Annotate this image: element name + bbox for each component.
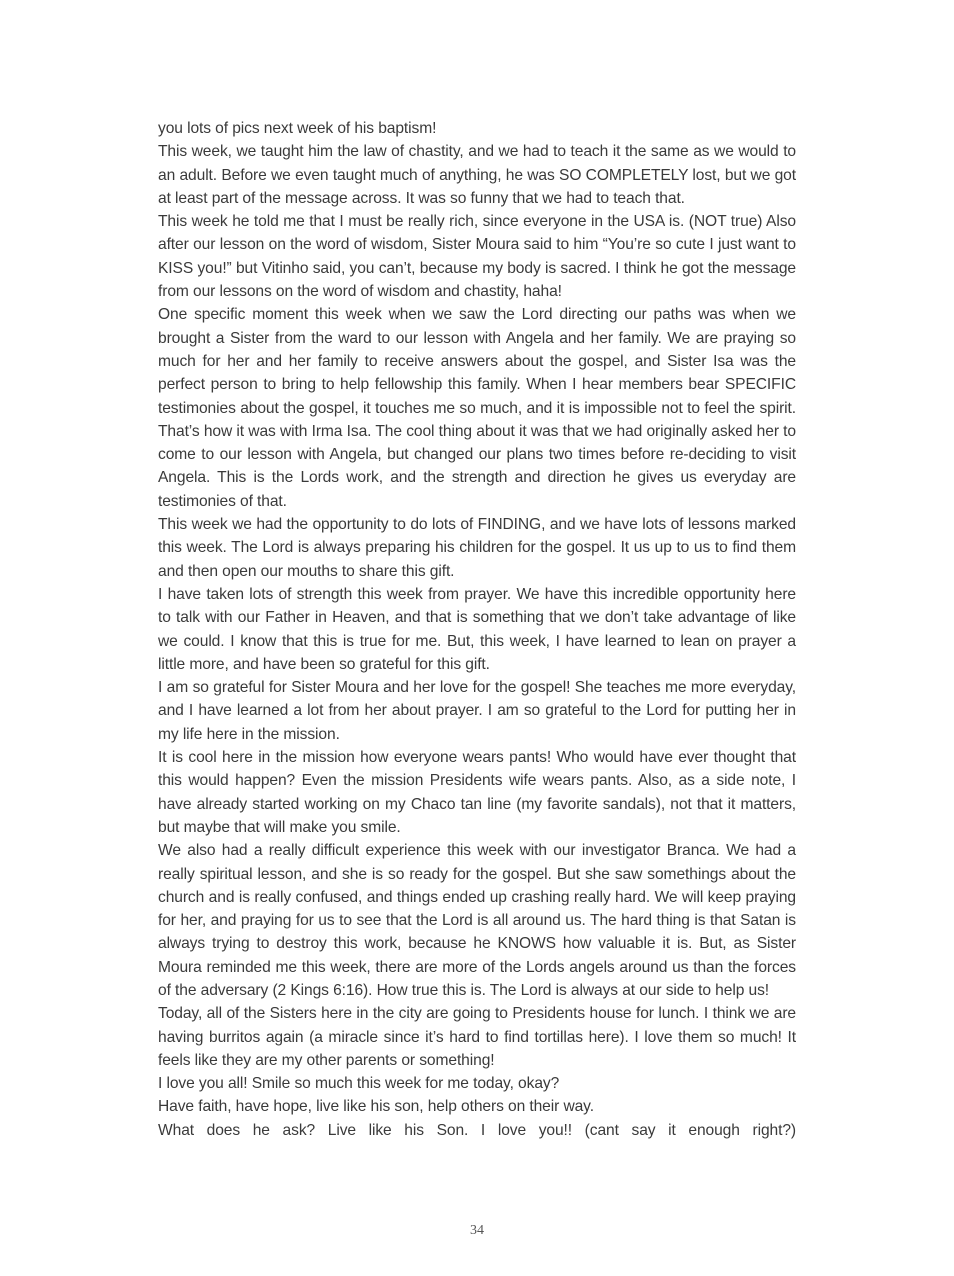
letter-body xyxy=(158,117,796,1142)
paragraph-what-does-he-ask: What does he ask? Live like his Son. I love you!! (cant say it enough right?) xyxy=(158,1121,796,1139)
paragraph-baptism-pics: you lots of pics next week of his baptism! xyxy=(158,120,437,137)
paragraph-branca: We also had a really difficult experience this week with our investigator Branca. We had a really spiritual lesson, and she is so ready for the gospel. But she saw somethings about the church and is really confused, and things ended up crashing really hard. We will keep praying for her, and praying for us to see that the Lord is all around us. The hard thing is that Satan is always trying to destroy this work, because he KNOWS how valuable it is. But, as Sister Moura reminded me this week, there are more of the Lords angels around us than the forces of the adversary (2 Kings 6:16). How true this is. The Lord is always at our side to help us! xyxy=(158,842,796,999)
paragraph-presidents-lunch: Today, all of the Sisters here in the city are going to Presidents house for lunch. I think we are having burritos again (a miracle since it’s hard to find tortillas here). I love them so much! It feels like they are my other parents or something! xyxy=(158,1005,796,1069)
paragraph-word-of-wisdom: This week he told me that I must be really rich, since everyone in the USA is. (NOT true) Also after our lesson on the word of wisdom, Sister Moura said to him “You’re so cute I just want to KISS you!” but Vitinho said, you can’t, because my body is sacred. I think he got the message from our lessons on the word of wisdom and chastity, haha! xyxy=(158,213,796,301)
paragraph-sister-moura: I am so grateful for Sister Moura and her love for the gospel! She teaches me more everyday, and I have learned a lot from her about prayer. I am so grateful to the Lord for putting her in my life here in the mission. xyxy=(158,679,796,743)
paragraph-have-faith: Have faith, have hope, live like his son, help others on their way. xyxy=(158,1098,594,1116)
paragraph-lord-directing-paths: One specific moment this week when we saw the Lord directing our paths was when we brought a Sister from the ward to our lesson with Angela and her family. We are praying so much for her and her family to receive answers about the gospel, and Sister Isa was the perfect person to bring to help fellowship this family. When I hear members bear SPECIFIC testimonies about the gospel, it touches me so much, and it is impossible not to feel the spirit. That’s how it was with Irma Isa. The cool thing about it was that we had originally asked her to come to our lesson with Angela, but changed our plans two times before re-deciding to visit Angela. This is the Lords work, and the strength and direction he gives us everyday are testimonies of that. xyxy=(158,306,796,510)
paragraph-prayer-strength: I have taken lots of strength this week from prayer. We have this incredible opportunity here to talk with our Father in Heaven, and that is something that we don’t take advantage of like we could. I know that this is true for me. But, this week, I have learned to lean on prayer a little more, and have been so grateful for this gift. xyxy=(158,585,796,673)
page-number: 34 xyxy=(470,1223,484,1238)
paragraph-finding: This week we had the opportunity to do lots of FINDING, and we have lots of lessons marked this week. The Lord is always preparing his children for the gospel. It us up to us to find them and then open our mouths to share this gift. xyxy=(158,516,796,580)
paragraph-love-you-all: I love you all! Smile so much this week for me today, okay? xyxy=(158,1075,560,1093)
paragraph-law-of-chastity: This week, we taught him the law of chastity, and we had to teach it the same as we would to an adult. Before we even taught much of anything, he was SO COMPLETELY lost, but we got at least part of the message across. It was so funny that we had to teach that. xyxy=(158,143,796,207)
paragraph-pants: It is cool here in the mission how everyone wears pants! Who would have ever thought that this would happen? Even the mission Presidents wife wears pants. Also, as a side note, I have already started working on my Chaco tan line (my favorite sandals), not that it matters, but maybe that will make you smile. xyxy=(158,749,796,836)
